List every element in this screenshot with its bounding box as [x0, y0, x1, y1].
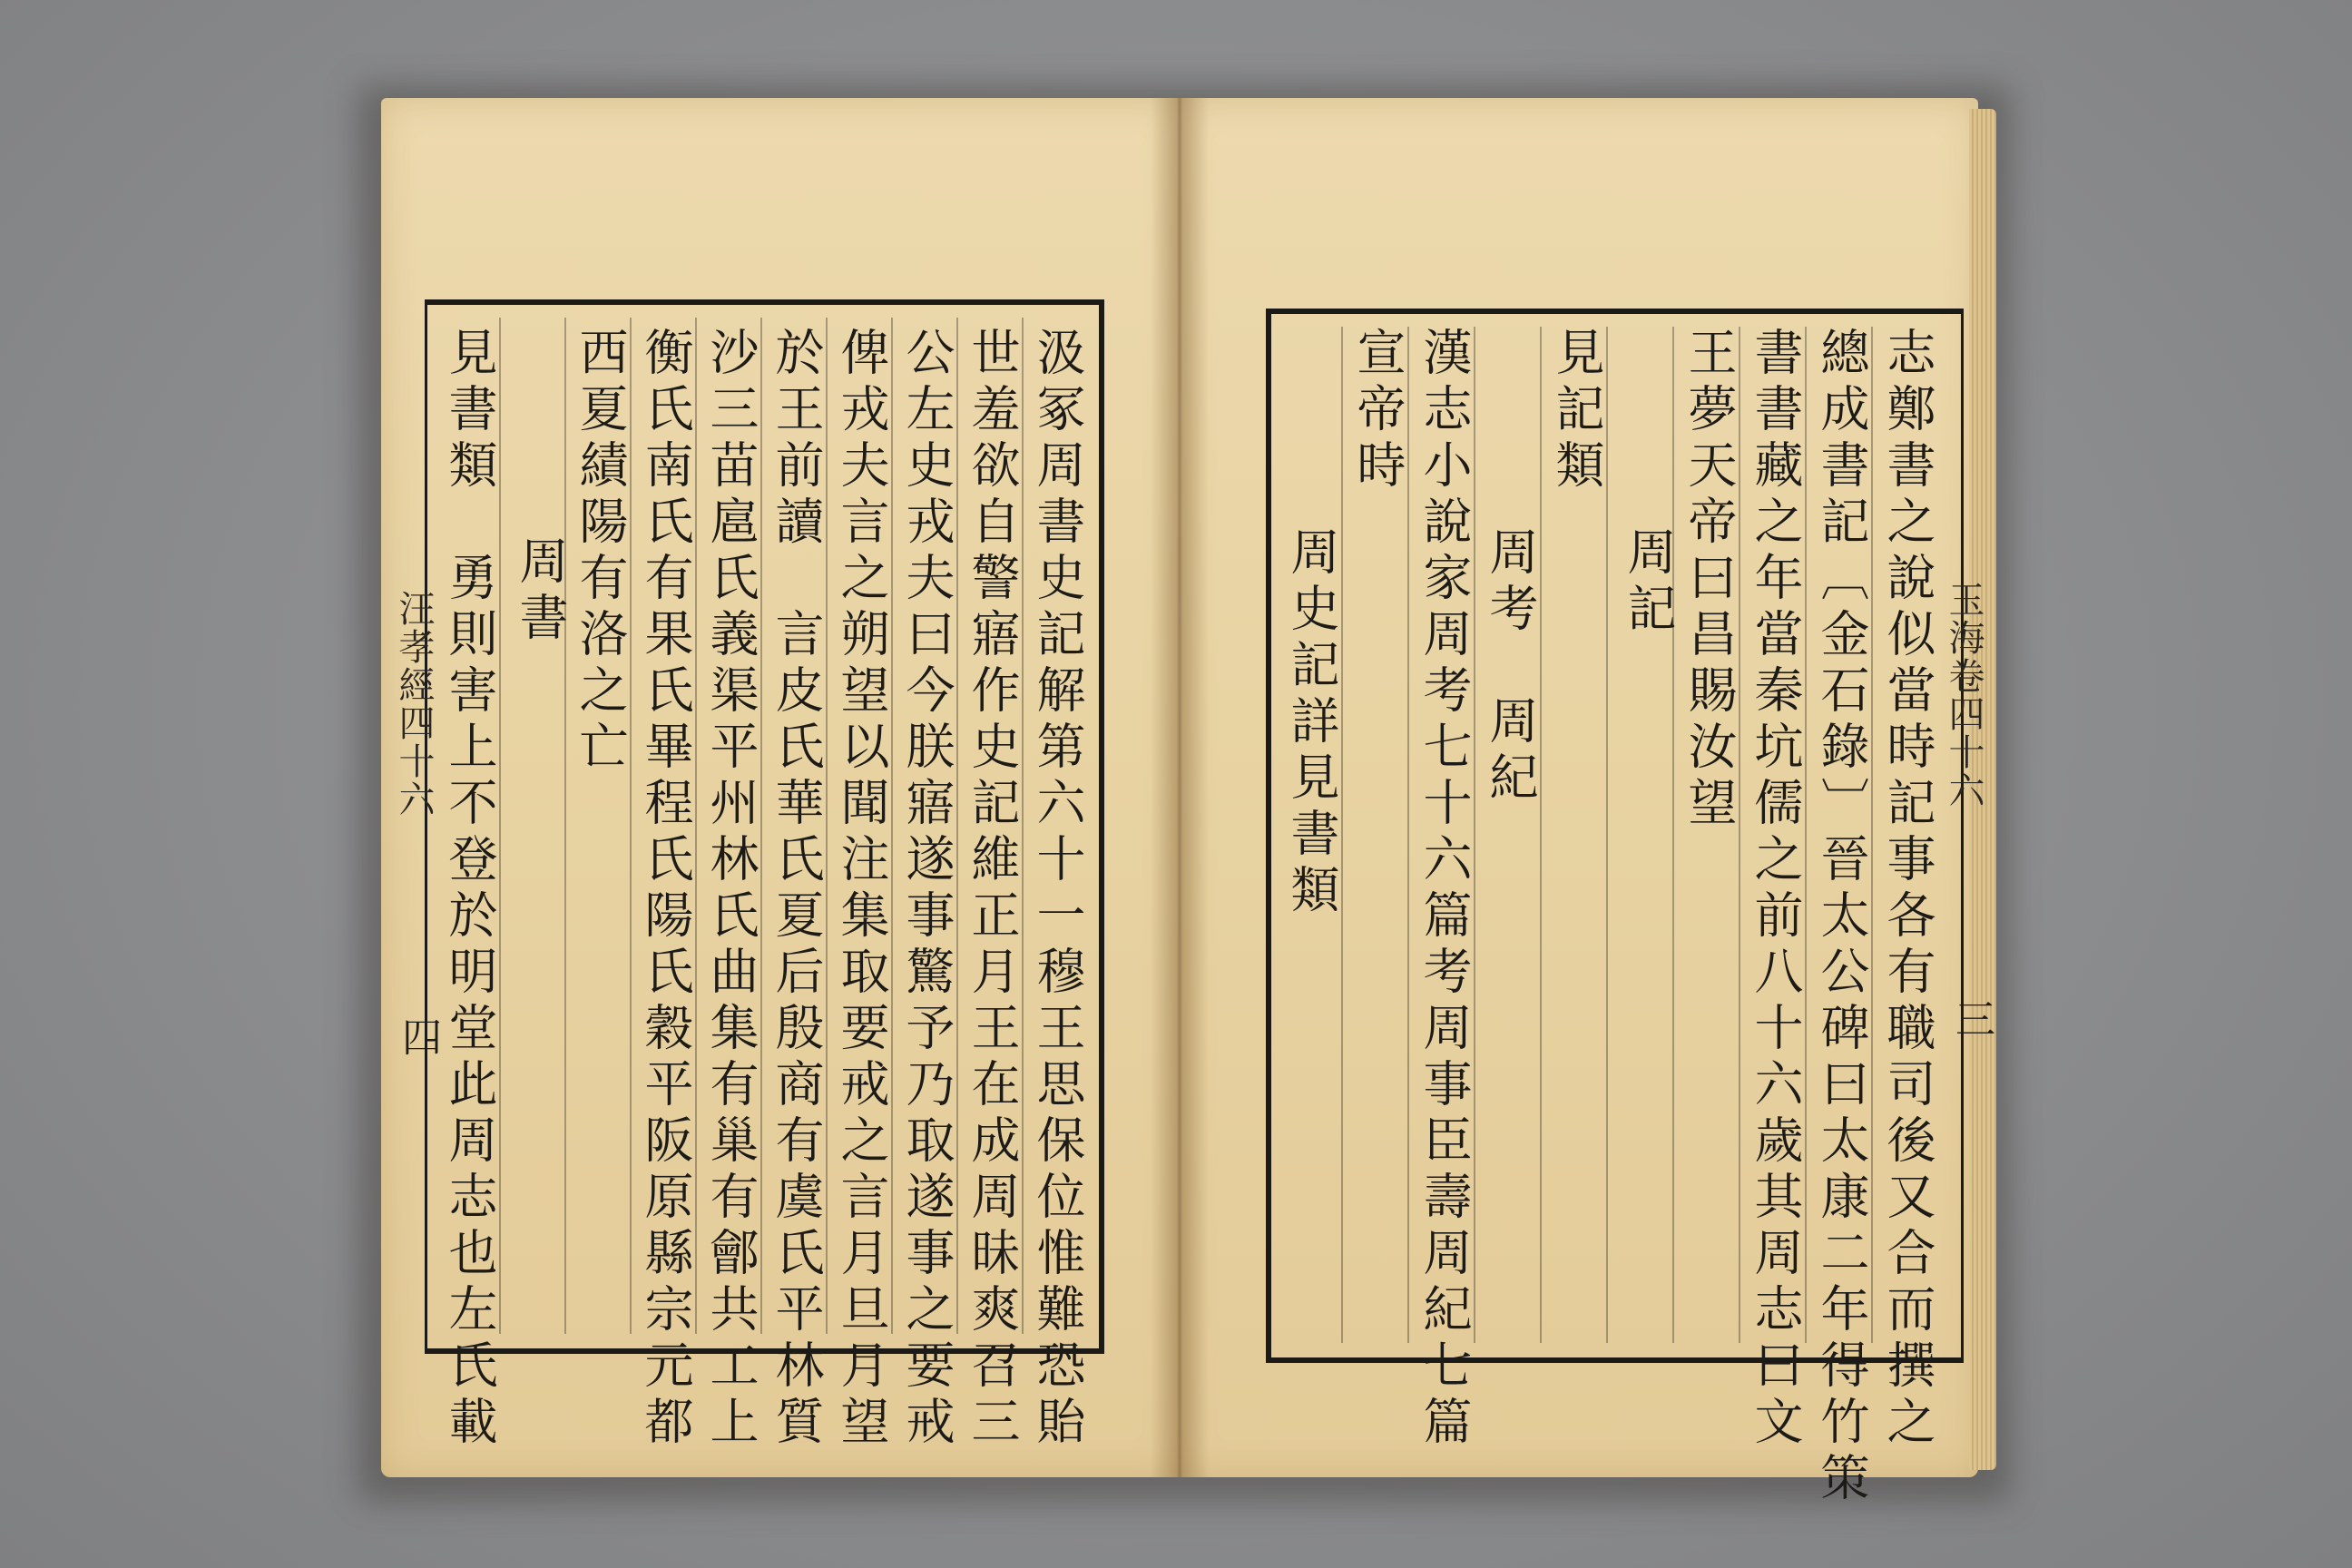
- text-column: 西夏績陽有洛之亡: [572, 327, 629, 777]
- right-text-block: [1275, 327, 1937, 1508]
- text-column: 見書類 勇則害上不登於明堂此周志也左氏載: [441, 327, 498, 1452]
- left-page-number: 四: [395, 1016, 441, 1060]
- text-column: 周史記詳見書類: [1283, 526, 1340, 920]
- text-column: 王夢天帝曰昌賜汝望: [1681, 327, 1738, 833]
- text-column: 見記類: [1548, 327, 1605, 495]
- text-column: 宣帝時: [1349, 327, 1406, 495]
- book-gutter: [1151, 98, 1209, 1477]
- text-column: 公左史戎夫曰今朕寤遂事驚予乃取遂事之要戒: [898, 327, 956, 1452]
- text-column: 衡氏南氏有果氏畢程氏陽氏穀平阪原縣宗元都: [637, 327, 694, 1452]
- section-heading: 周記: [1620, 526, 1677, 639]
- section-heading: 周考 周紀: [1482, 526, 1539, 808]
- text-column: 世羞欲自警寤作史記維正月王在成周昧爽召三: [964, 327, 1021, 1452]
- text-column: 於王前讀 言皮氏華氏夏后殷商有虞氏平林質: [768, 327, 825, 1452]
- text-column: 沙三苗扈氏義渠平州林氏曲集有巢有鄶共工上: [702, 327, 760, 1452]
- text-column: 汲冢周書史記解第六十一穆王思保位惟難恐貽: [1029, 327, 1086, 1452]
- section-heading: 周書: [512, 535, 569, 648]
- left-margin-label: 汪孝經四十六: [393, 590, 435, 818]
- left-text-block: [434, 318, 1087, 1452]
- right-margin-label: 玉海卷四十六: [1943, 581, 1984, 809]
- column-rule: [1672, 327, 1674, 1343]
- column-rule: [1540, 327, 1542, 1343]
- text-column: 俾戎夫言之朔望以聞注集取要戒之言月旦月望: [833, 327, 890, 1452]
- text-column: 志鄭書之說似當時記事各有職司後又合而撰之: [1879, 327, 1936, 1452]
- text-column: 總成書記〔金石錄〕晉太公碑曰太康二年得竹策: [1813, 327, 1870, 1508]
- text-column: 書書藏之年當秦坑儒之前八十六歲其周志曰文: [1747, 327, 1804, 1452]
- right-page-number: 三: [1948, 998, 1994, 1042]
- column-rule: [564, 318, 566, 1334]
- text-column: 漢志小說家周考七十六篇考周事臣壽周紀七篇: [1416, 327, 1473, 1452]
